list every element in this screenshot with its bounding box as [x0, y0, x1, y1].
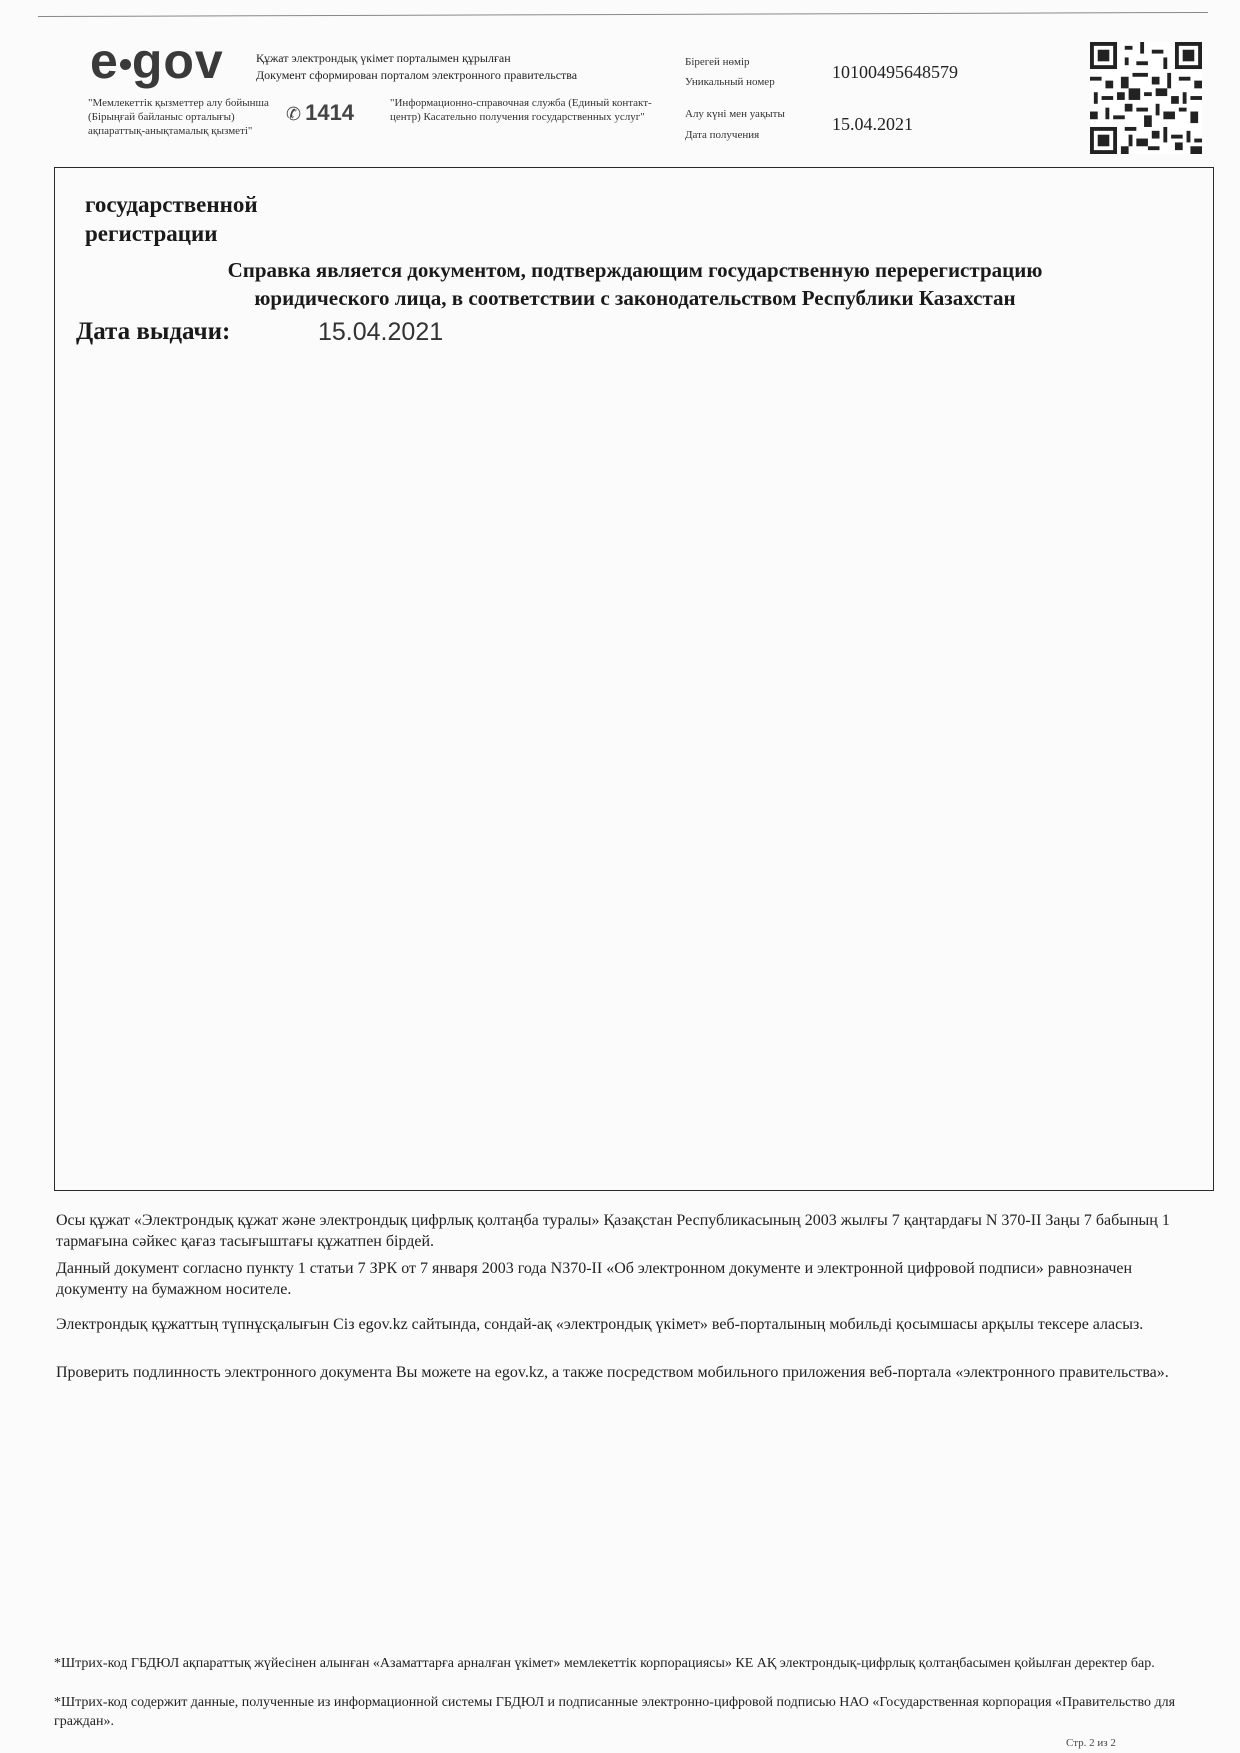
unique-label-ru: Уникальный номер [685, 76, 775, 88]
page-top-edge [38, 12, 1208, 17]
phone-number: 1414 [305, 100, 355, 125]
statement-line-1: Справка является документом, подтверждающим государственную перерегистрацию [227, 258, 1043, 282]
reg-line-1: государственной [85, 192, 258, 217]
phone-icon: ✆ [286, 104, 302, 124]
created-ru: Документ сформирован порталом электронного правительства [256, 68, 578, 82]
statement-line-2: юридического лица, в соответствии с законодательством Республики Казахстан [254, 286, 1016, 310]
date-label-kz: Алу күні мен уақыты [685, 108, 785, 120]
issue-date-value: 15.04.2021 [318, 318, 444, 346]
law-note-kz: Осы құжат «Электрондық құжат және электрондық цифрлық қолтаңба туралы» Қазақстан Республикасының 2003 жылғы 7 қаңтардағы N 370-II Заңы 7 бабының 1 тармағына сәйкес қағаз тасығыштағы құжатпен бірдей. [56, 1212, 1170, 1250]
unique-label-kz: Бірегей нөмір [685, 56, 750, 68]
logo-text-e: e [90, 33, 119, 89]
page-number: Стр. 2 из 2 [1066, 1737, 1116, 1749]
service-kz: "Мемлекеттік қызметтер алу бойынша (Бірыңғай байланыс орталығы) ақпараттық-анықтамалық қызметі" [88, 97, 269, 137]
portal-created-text [256, 50, 676, 84]
logo-text-gov: gov [131, 33, 224, 89]
date-received: 15.04.2021 [832, 114, 913, 134]
certificate-statement [60, 256, 1210, 312]
logo-dot-icon [120, 59, 131, 70]
barcode-note-ru: *Штрих-код содержит данные, полученные из информационной системы ГБДЮЛ и подписанные электронно-цифровой подписью НАО «Государственная корпорация «Правительство для граждан». [54, 1695, 1176, 1729]
verify-note-kz: Электрондық құжаттың түпнұсқалығын Сіз egov.kz сайтында, сондай-ақ «электрондық үкімет» веб-порталының мобильді қосымшасы арқылы тексере аласыз. [56, 1316, 1144, 1333]
verify-note-ru: Проверить подлинность электронного документа Вы можете на egov.kz, а также посредством мобильного приложения веб-портала «электронного правительства». [56, 1364, 1169, 1381]
qr-code [1090, 42, 1202, 154]
barcode-note-kz: *Штрих-код ГБДЮЛ ақпараттық жүйесінен алынған «Азаматтарға арналған үкімет» мемлекеттік корпорациясы» КЕ АҚ электрондық-цифрлық қолтаңбасымен қойылған деректер бар. [54, 1656, 1155, 1671]
law-note-ru: Данный документ согласно пункту 1 статьи 7 ЗРК от 7 января 2003 года N370-II «Об электронном документе и электронной цифровой подписи» равнозначен документу на бумажном носителе. [56, 1260, 1133, 1298]
contact-phone [286, 100, 354, 126]
egov-logo [90, 33, 224, 89]
registration-heading [85, 190, 258, 248]
date-label-ru: Дата получения [685, 129, 760, 141]
created-kz: Құжат электрондық үкімет порталымен құрылған [256, 51, 511, 65]
issue-date-label: Дата выдачи: [76, 318, 231, 345]
service-ru: "Информационно-справочная служба (Единый контакт-центр) Касательно получения государственных услуг" [390, 97, 652, 123]
reg-line-2: регистрации [85, 221, 218, 246]
unique-number: 10100495648579 [832, 62, 958, 82]
